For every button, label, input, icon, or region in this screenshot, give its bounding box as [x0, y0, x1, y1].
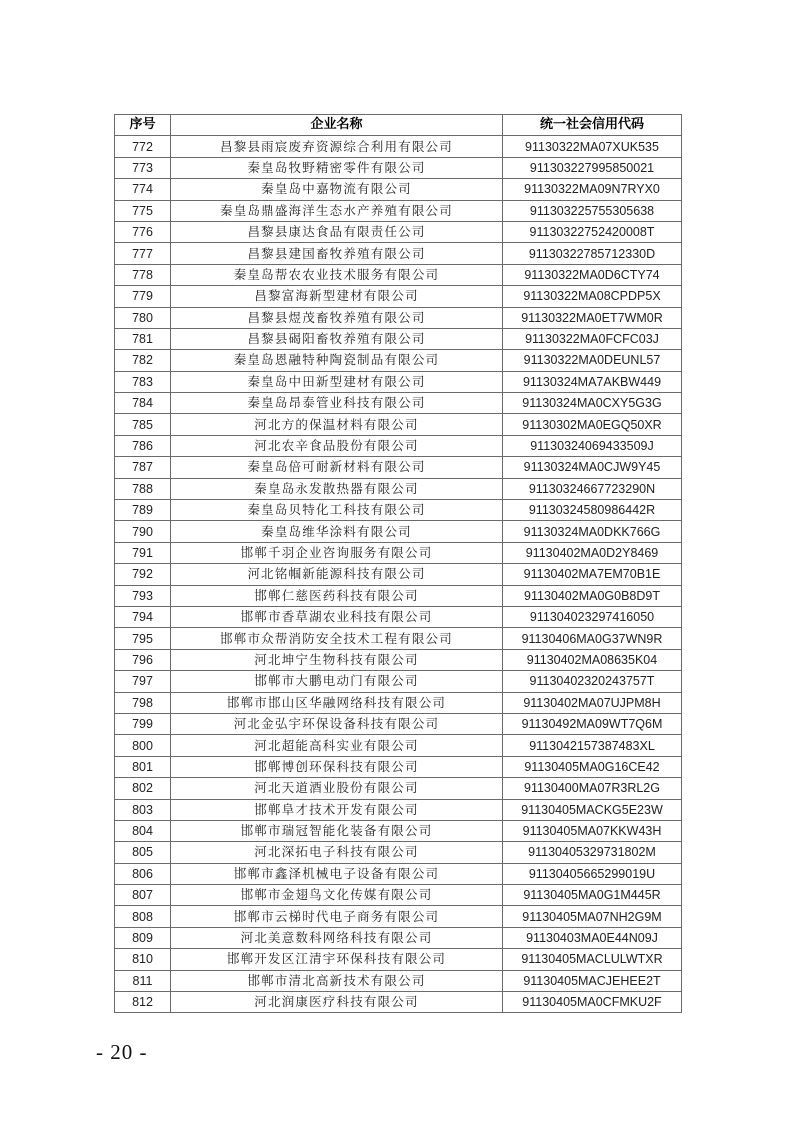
company-name: 秦皇岛永发散热器有限公司 — [171, 478, 503, 499]
credit-code: 91130322752420008T — [503, 221, 682, 242]
table-row — [115, 521, 682, 542]
table-row — [115, 649, 682, 670]
credit-code: 91130324MA0CJW9Y45 — [503, 457, 682, 478]
table-row — [115, 307, 682, 328]
credit-code: 91130324MA0DKK766G — [503, 521, 682, 542]
company-name: 邯郸市金翅鸟文化传媒有限公司 — [171, 885, 503, 906]
table-row — [115, 927, 682, 948]
enterprise-table — [114, 114, 682, 1013]
table-row — [115, 328, 682, 349]
company-name: 昌黎县建国畜牧养殖有限公司 — [171, 243, 503, 264]
row-index: 802 — [115, 778, 171, 799]
row-index: 786 — [115, 435, 171, 456]
company-name: 昌黎富海新型建材有限公司 — [171, 286, 503, 307]
table-row — [115, 820, 682, 841]
row-index: 780 — [115, 307, 171, 328]
table-row — [115, 286, 682, 307]
credit-code: 91130402320243757T — [503, 671, 682, 692]
table-row — [115, 671, 682, 692]
row-index: 808 — [115, 906, 171, 927]
row-index: 785 — [115, 414, 171, 435]
credit-code: 91130402MA07UJPM8H — [503, 692, 682, 713]
company-name: 昌黎县康达食品有限责任公司 — [171, 221, 503, 242]
company-name: 河北农辛食品股份有限公司 — [171, 435, 503, 456]
row-index: 797 — [115, 671, 171, 692]
table-row — [115, 564, 682, 585]
credit-code: 91130324580986442R — [503, 500, 682, 521]
credit-code: 911304023297416050 — [503, 606, 682, 627]
company-name: 昌黎县碣阳畜牧养殖有限公司 — [171, 328, 503, 349]
company-name: 邯郸市瑞冠智能化装备有限公司 — [171, 820, 503, 841]
company-name: 河北润康医疗科技有限公司 — [171, 992, 503, 1013]
credit-code: 9113042157387483XL — [503, 735, 682, 756]
credit-code: 91130322MA0D6CTY74 — [503, 264, 682, 285]
credit-code: 91130405MACJEHEE2T — [503, 970, 682, 991]
row-index: 806 — [115, 863, 171, 884]
row-index: 804 — [115, 820, 171, 841]
company-name: 邯郸市香草湖农业科技有限公司 — [171, 606, 503, 627]
header-code: 统一社会信用代码 — [503, 115, 682, 136]
row-index: 791 — [115, 542, 171, 563]
table-row — [115, 606, 682, 627]
row-index: 805 — [115, 842, 171, 863]
company-name: 秦皇岛帮农农业技术服务有限公司 — [171, 264, 503, 285]
table-row — [115, 842, 682, 863]
table-row — [115, 371, 682, 392]
credit-code: 91130405MACKG5E23W — [503, 799, 682, 820]
credit-code: 91130322MA09N7RYX0 — [503, 179, 682, 200]
credit-code: 91130402MA08635K04 — [503, 649, 682, 670]
company-name: 秦皇岛中嘉物流有限公司 — [171, 179, 503, 200]
credit-code: 91130322MA0FCFC03J — [503, 328, 682, 349]
row-index: 812 — [115, 992, 171, 1013]
company-name: 河北坤宁生物科技有限公司 — [171, 649, 503, 670]
credit-code: 91130403MA0E44N09J — [503, 927, 682, 948]
row-index: 788 — [115, 478, 171, 499]
row-index: 787 — [115, 457, 171, 478]
table-row — [115, 692, 682, 713]
table-row — [115, 628, 682, 649]
table-row — [115, 756, 682, 777]
row-index: 779 — [115, 286, 171, 307]
table-row — [115, 970, 682, 991]
row-index: 799 — [115, 713, 171, 734]
row-index: 798 — [115, 692, 171, 713]
company-name: 秦皇岛维华涂料有限公司 — [171, 521, 503, 542]
credit-code: 91130400MA07R3RL2G — [503, 778, 682, 799]
table-row — [115, 393, 682, 414]
credit-code: 91130402MA0D2Y8469 — [503, 542, 682, 563]
table-row — [115, 799, 682, 820]
company-name: 昌黎县煜茂畜牧养殖有限公司 — [171, 307, 503, 328]
company-name: 秦皇岛贝特化工科技有限公司 — [171, 500, 503, 521]
header-index: 序号 — [115, 115, 171, 136]
row-index: 772 — [115, 136, 171, 157]
table-row — [115, 264, 682, 285]
company-name: 邯郸市鑫泽机械电子设备有限公司 — [171, 863, 503, 884]
company-name: 邯郸仁慈医药科技有限公司 — [171, 585, 503, 606]
row-index: 796 — [115, 649, 171, 670]
credit-code: 91130405665299019U — [503, 863, 682, 884]
credit-code: 91130322MA08CPDP5X — [503, 286, 682, 307]
credit-code: 91130405MA0G16CE42 — [503, 756, 682, 777]
page-number: - 20 - — [96, 1040, 148, 1064]
credit-code: 91130322MA0ET7WM0R — [503, 307, 682, 328]
row-index: 775 — [115, 200, 171, 221]
table-row — [115, 478, 682, 499]
table-row — [115, 457, 682, 478]
credit-code: 91130406MA0G37WN9R — [503, 628, 682, 649]
credit-code: 91130405329731802M — [503, 842, 682, 863]
table-row — [115, 863, 682, 884]
row-index: 792 — [115, 564, 171, 585]
company-name: 邯郸市邯山区华融网络科技有限公司 — [171, 692, 503, 713]
company-name: 邯郸博创环保科技有限公司 — [171, 756, 503, 777]
table-row — [115, 992, 682, 1013]
row-index: 794 — [115, 606, 171, 627]
row-index: 807 — [115, 885, 171, 906]
credit-code: 91130324069433509J — [503, 435, 682, 456]
table-row — [115, 157, 682, 178]
company-name: 邯郸阜才技术开发有限公司 — [171, 799, 503, 820]
row-index: 782 — [115, 350, 171, 371]
row-index: 789 — [115, 500, 171, 521]
company-name: 河北深拓电子科技有限公司 — [171, 842, 503, 863]
row-index: 777 — [115, 243, 171, 264]
company-name: 秦皇岛昂泰管业科技有限公司 — [171, 393, 503, 414]
table-row — [115, 906, 682, 927]
credit-code: 91130322785712330D — [503, 243, 682, 264]
table-row — [115, 542, 682, 563]
table-header-row — [115, 115, 682, 136]
credit-code: 91130302MA0EGQ50XR — [503, 414, 682, 435]
row-index: 809 — [115, 927, 171, 948]
row-index: 774 — [115, 179, 171, 200]
credit-code: 91130322MA07XUK535 — [503, 136, 682, 157]
credit-code: 91130405MA07NH2G9M — [503, 906, 682, 927]
credit-code: 91130324MA7AKBW449 — [503, 371, 682, 392]
row-index: 783 — [115, 371, 171, 392]
row-index: 773 — [115, 157, 171, 178]
table-row — [115, 414, 682, 435]
company-name: 秦皇岛倍可耐新材料有限公司 — [171, 457, 503, 478]
credit-code: 91130405MA07KKW43H — [503, 820, 682, 841]
company-name: 邯郸市清北高新技术有限公司 — [171, 970, 503, 991]
table-row — [115, 885, 682, 906]
row-index: 793 — [115, 585, 171, 606]
table-row — [115, 949, 682, 970]
row-index: 810 — [115, 949, 171, 970]
credit-code: 91130492MA09WT7Q6M — [503, 713, 682, 734]
table-row — [115, 136, 682, 157]
table-row — [115, 200, 682, 221]
row-index: 800 — [115, 735, 171, 756]
credit-code: 911303225755305638 — [503, 200, 682, 221]
credit-code: 911303227995850021 — [503, 157, 682, 178]
company-name: 秦皇岛牧野精密零件有限公司 — [171, 157, 503, 178]
company-name: 河北天道酒业股份有限公司 — [171, 778, 503, 799]
table-row — [115, 179, 682, 200]
table-row — [115, 735, 682, 756]
credit-code: 91130402MA0G0B8D9T — [503, 585, 682, 606]
row-index: 781 — [115, 328, 171, 349]
company-name: 秦皇岛鼎盛海洋生态水产养殖有限公司 — [171, 200, 503, 221]
credit-code: 91130324MA0CXY5G3G — [503, 393, 682, 414]
credit-code: 91130324667723290N — [503, 478, 682, 499]
table-row — [115, 435, 682, 456]
company-name: 秦皇岛中田新型建材有限公司 — [171, 371, 503, 392]
table-row — [115, 350, 682, 371]
company-name: 河北金弘宇环保设备科技有限公司 — [171, 713, 503, 734]
company-name: 邯郸市云梯时代电子商务有限公司 — [171, 906, 503, 927]
row-index: 790 — [115, 521, 171, 542]
row-index: 784 — [115, 393, 171, 414]
company-name: 秦皇岛恩融特种陶瓷制品有限公司 — [171, 350, 503, 371]
table-row — [115, 221, 682, 242]
row-index: 795 — [115, 628, 171, 649]
table-row — [115, 585, 682, 606]
credit-code: 91130405MACLULWTXR — [503, 949, 682, 970]
row-index: 778 — [115, 264, 171, 285]
credit-code: 91130405MA0CFMKU2F — [503, 992, 682, 1013]
company-name: 昌黎县雨宸废弃资源综合利用有限公司 — [171, 136, 503, 157]
company-name: 邯郸开发区江清宇环保科技有限公司 — [171, 949, 503, 970]
row-index: 801 — [115, 756, 171, 777]
credit-code: 91130405MA0G1M445R — [503, 885, 682, 906]
company-name: 河北方的保温材料有限公司 — [171, 414, 503, 435]
table-row — [115, 713, 682, 734]
row-index: 776 — [115, 221, 171, 242]
company-name: 河北美意数科网络科技有限公司 — [171, 927, 503, 948]
table-body — [115, 136, 682, 1013]
header-name: 企业名称 — [171, 115, 503, 136]
row-index: 811 — [115, 970, 171, 991]
company-name: 邯郸市众帮消防安全技术工程有限公司 — [171, 628, 503, 649]
table-row — [115, 500, 682, 521]
credit-code: 91130322MA0DEUNL57 — [503, 350, 682, 371]
table-row — [115, 778, 682, 799]
row-index: 803 — [115, 799, 171, 820]
company-name: 河北铭帼新能源科技有限公司 — [171, 564, 503, 585]
credit-code: 91130402MA7EM70B1E — [503, 564, 682, 585]
company-name: 河北超能高科实业有限公司 — [171, 735, 503, 756]
company-name: 邯郸市大鹏电动门有限公司 — [171, 671, 503, 692]
table-row — [115, 243, 682, 264]
company-name: 邯郸千羽企业咨询服务有限公司 — [171, 542, 503, 563]
